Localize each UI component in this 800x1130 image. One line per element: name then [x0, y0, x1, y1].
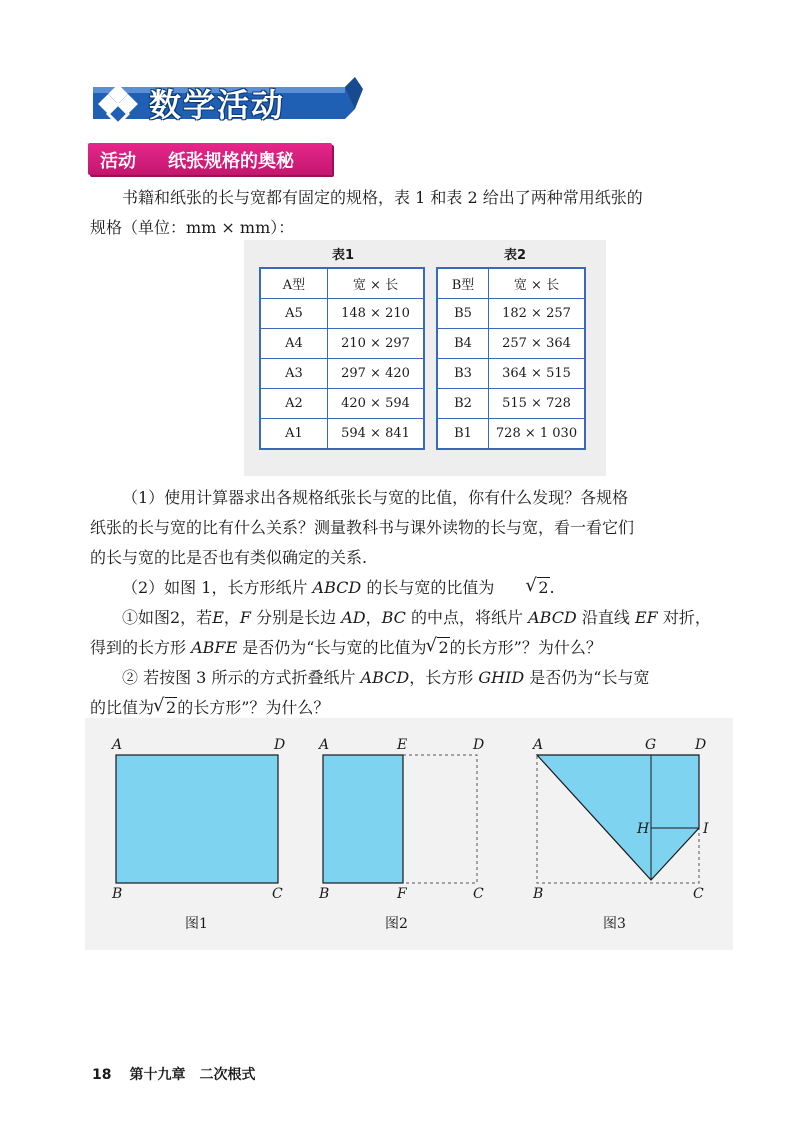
- label-e: E: [397, 737, 408, 753]
- table-cell: 594 × 841: [328, 419, 425, 450]
- table-row: [260, 359, 424, 389]
- figure-2: [317, 737, 484, 932]
- figure-1: [110, 737, 285, 932]
- side-bc: BC: [381, 608, 406, 627]
- table-row: [260, 299, 424, 329]
- text: ，: [365, 608, 382, 627]
- figure-3: [531, 737, 709, 932]
- table-header-cell: 宽 × 长: [328, 268, 425, 299]
- text: 的中点，将纸片: [405, 608, 529, 627]
- table-cell: B3: [437, 359, 489, 389]
- q1-line-1: （1）使用计算器求出各规格纸张长与宽的比值，你有什么发现？各规格: [122, 488, 629, 507]
- radicand: 2: [438, 638, 449, 657]
- table-cell: A1: [260, 419, 328, 450]
- activity-label: 活动: [100, 151, 136, 172]
- rect-name: ABCD: [528, 608, 577, 627]
- tables-panel: [244, 240, 606, 476]
- text: 对折，: [657, 608, 711, 627]
- label-i: I: [703, 821, 709, 837]
- point-e: E: [212, 608, 224, 627]
- table-b-sizes: [436, 267, 586, 450]
- text: ，长方形: [409, 668, 479, 687]
- intro-line-2: 规格（单位：mm × mm）：: [90, 218, 295, 237]
- label-g: G: [645, 737, 657, 753]
- table-row: [260, 389, 424, 419]
- table1-caption: 表1: [332, 248, 355, 263]
- label-d: D: [695, 737, 707, 753]
- rect-name: ABCD: [312, 578, 362, 597]
- table-row: [260, 329, 424, 359]
- table-cell: A4: [260, 329, 328, 359]
- q2-text: （2）如图 1，长方形纸片: [122, 578, 313, 597]
- text: 是否仍为“长与宽的比值为: [237, 638, 427, 657]
- table-row: [437, 329, 585, 359]
- table-cell: B1: [437, 419, 489, 450]
- figure-1-caption: 图1: [185, 916, 208, 932]
- folded-away-half: [403, 755, 477, 883]
- page-number: 18: [92, 1067, 112, 1083]
- radicand: 2: [166, 698, 177, 717]
- table-cell: 297 × 420: [328, 359, 425, 389]
- figures-panel: [85, 718, 733, 950]
- table-header-cell: A型: [260, 268, 328, 299]
- q2-text: .: [549, 578, 555, 597]
- label-d: D: [473, 737, 485, 753]
- label-c: C: [272, 886, 283, 902]
- text: 是否仍为“长与宽: [524, 668, 650, 687]
- q1-line-2: 纸张的长与宽的比有什么关系？测量教科书与课外读物的长与宽，看一看它们: [90, 518, 635, 537]
- label-h: H: [637, 821, 650, 837]
- table-cell: B2: [437, 389, 489, 419]
- table-cell: 210 × 297: [328, 329, 425, 359]
- section-banner: [83, 75, 363, 125]
- label-f: F: [397, 886, 407, 902]
- table-row: [437, 389, 585, 419]
- sqrt-expression: [426, 633, 449, 663]
- table-a-sizes: [259, 267, 425, 450]
- table-header-cell: B型: [437, 268, 489, 299]
- section-title: 数学活动: [149, 86, 286, 124]
- q1-line-3: 的长与宽的比是否也有类似确定的关系.: [90, 548, 368, 567]
- table-row: [260, 419, 424, 450]
- rect-name: ABFE: [191, 638, 238, 657]
- label-c: C: [693, 886, 704, 902]
- table-cell: 728 × 1 030: [489, 419, 586, 450]
- q2-1-line-1: [90, 603, 730, 633]
- text: 沿直线: [576, 608, 635, 627]
- table-row: [437, 359, 585, 389]
- table2-caption: 表2: [504, 248, 527, 263]
- text: 得到的长方形: [90, 638, 192, 657]
- table-cell: B5: [437, 299, 489, 329]
- table-cell: 182 × 257: [489, 299, 586, 329]
- rect-name: ABCD: [360, 668, 410, 687]
- table-cell: 364 × 515: [489, 359, 586, 389]
- line-ef: EF: [634, 608, 658, 627]
- table-row: [437, 419, 585, 450]
- label-b: B: [112, 886, 123, 902]
- text: 分别是长边: [251, 608, 342, 627]
- table-row: [437, 299, 585, 329]
- table-header-cell: 宽 × 长: [489, 268, 586, 299]
- side-ad: AD: [341, 608, 366, 627]
- table-header-row: [437, 268, 585, 299]
- label-a: A: [319, 737, 330, 753]
- label-b: B: [533, 886, 544, 902]
- q2-2-line-1: [90, 663, 730, 693]
- table-cell: B4: [437, 329, 489, 359]
- q2-1-line-2: [90, 633, 730, 663]
- table-cell: A2: [260, 389, 328, 419]
- table-cell: 420 × 594: [328, 389, 425, 419]
- text: 的长方形”？为什么？: [449, 638, 602, 657]
- label-c: C: [473, 886, 484, 902]
- table-cell: 257 × 364: [489, 329, 586, 359]
- figure-2-caption: 图2: [385, 916, 408, 932]
- chapter-title: 第十九章 二次根式: [129, 1067, 256, 1083]
- page-footer: [92, 1064, 255, 1084]
- label-a: A: [112, 737, 123, 753]
- sqrt-expression: [494, 573, 549, 603]
- q2-intro: [90, 573, 730, 603]
- label-b: B: [319, 886, 330, 902]
- text: 的比值为: [90, 698, 155, 717]
- table-cell: A3: [260, 359, 328, 389]
- rect-name: GHID: [478, 668, 525, 687]
- q2-text: 的长与宽的比值为: [361, 578, 495, 597]
- folded-shape: [537, 755, 699, 880]
- point-f: F: [239, 608, 251, 627]
- rectangle-abcd: [116, 755, 278, 883]
- figure-3-caption: 图3: [603, 916, 626, 932]
- activity-title: 纸张规格的奥秘: [168, 151, 294, 172]
- table-cell: A5: [260, 299, 328, 329]
- text: ①如图2，若: [122, 608, 213, 627]
- table-cell: 148 × 210: [328, 299, 425, 329]
- activity-header: [88, 143, 332, 175]
- rectangle-abfe: [323, 755, 403, 883]
- text: 的长方形”？为什么？: [177, 698, 330, 717]
- text: ② 若按图 3 所示的方式折叠纸片: [122, 668, 361, 687]
- intro-line-1: 书籍和纸张的长与宽都有固定的规格，表 1 和表 2 给出了两种常用纸张的: [122, 188, 643, 207]
- table-header-row: [260, 268, 424, 299]
- text: ，: [223, 608, 240, 627]
- label-d: D: [274, 737, 286, 753]
- table-cell: 515 × 728: [489, 389, 586, 419]
- radicand: 2: [538, 578, 549, 597]
- label-a: A: [533, 737, 544, 753]
